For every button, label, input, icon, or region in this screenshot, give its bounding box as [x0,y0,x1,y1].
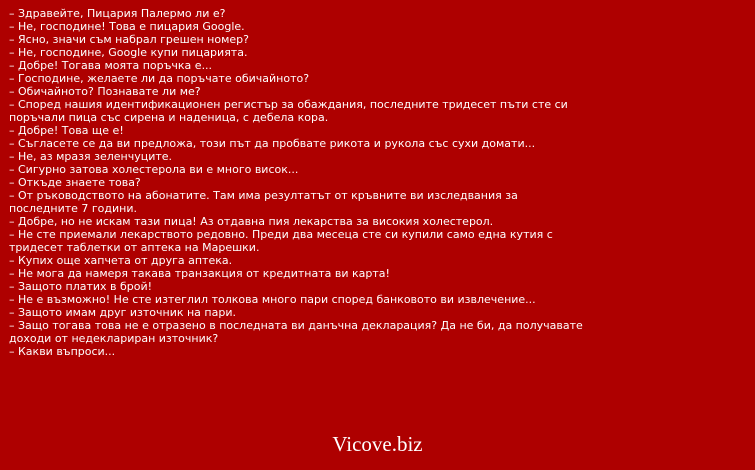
dialogue-line: – Откъде знаете това? [9,176,141,189]
dialogue-line: – Ясно, значи съм набрал грешен номер? [9,33,249,46]
dialogue-line: – Не, аз мразя зеленчуците. [9,150,173,163]
site-brand: Vicove.biz [332,432,423,456]
dialogue-line: – Какви въпроси... [9,345,116,358]
dialogue-line: поръчали пица със сирена и наденица, с дебела кора. [9,111,329,124]
dialogue-line: – Не сте приемали лекарството редовно. Преди два месеца сте си купили само една кутия с [9,228,553,241]
dialogue-line: тридесет таблетки от аптека на Марешки. [9,241,260,254]
dialogue-line: – От ръководството на абонатите. Там има резултатът от кръвните ви изследвания за [9,189,518,202]
dialogue-line: – Добре! Тогава моята поръчка е... [9,59,213,72]
dialogue-line: – Защото платих в брой! [9,280,153,293]
dialogue-line: – Според нашия идентификационен регистър за обаждания, последните тридесет пъти сте си [9,98,568,111]
dialogue-line: последните 7 години. [9,202,137,215]
dialogue-line: – Не, господине, Google купи пицарията. [9,46,248,59]
dialogue-line: – Добре! Това ще е! [9,124,124,137]
dialogue-line: – Господине, желаете ли да поръчате обичайното? [9,72,310,85]
dialogue-line: – Добре, но не искам тази пица! Аз отдавна пия лекарства за високия холестерол. [9,215,494,228]
dialogue-line: – Сигурно затова холестерола ви е много висок... [9,163,299,176]
dialogue-line: – Здравейте, Пицария Палермо ли е? [9,7,226,20]
dialogue-line: – Не мога да намеря такава транзакция от кредитната ви карта! [9,267,390,280]
dialogue-line: – Купих още хапчета от друга аптека. [9,254,233,267]
dialogue-line: – Не е възможно! Не сте изтеглил толкова много пари според банковото ви извлечение... [9,293,536,306]
dialogue-line: – Съгласете се да ви предложа, този път да пробвате рикота и рукола със сухи домати... [9,137,536,150]
dialogue-line: – Обичайното? Познавате ли ме? [9,85,201,98]
dialogue-line: – Не, господине! Това е пицария Google. [9,20,245,33]
dialogue-line: – Защо тогава това не е отразено в последната ви данъчна декларация? Да не би, да получавате [9,319,583,332]
dialogue-line: доходи от недеклариран източник? [9,332,219,345]
dialogue-line: – Защото имам друг източник на пари. [9,306,236,319]
joke-dialogue [9,7,749,358]
